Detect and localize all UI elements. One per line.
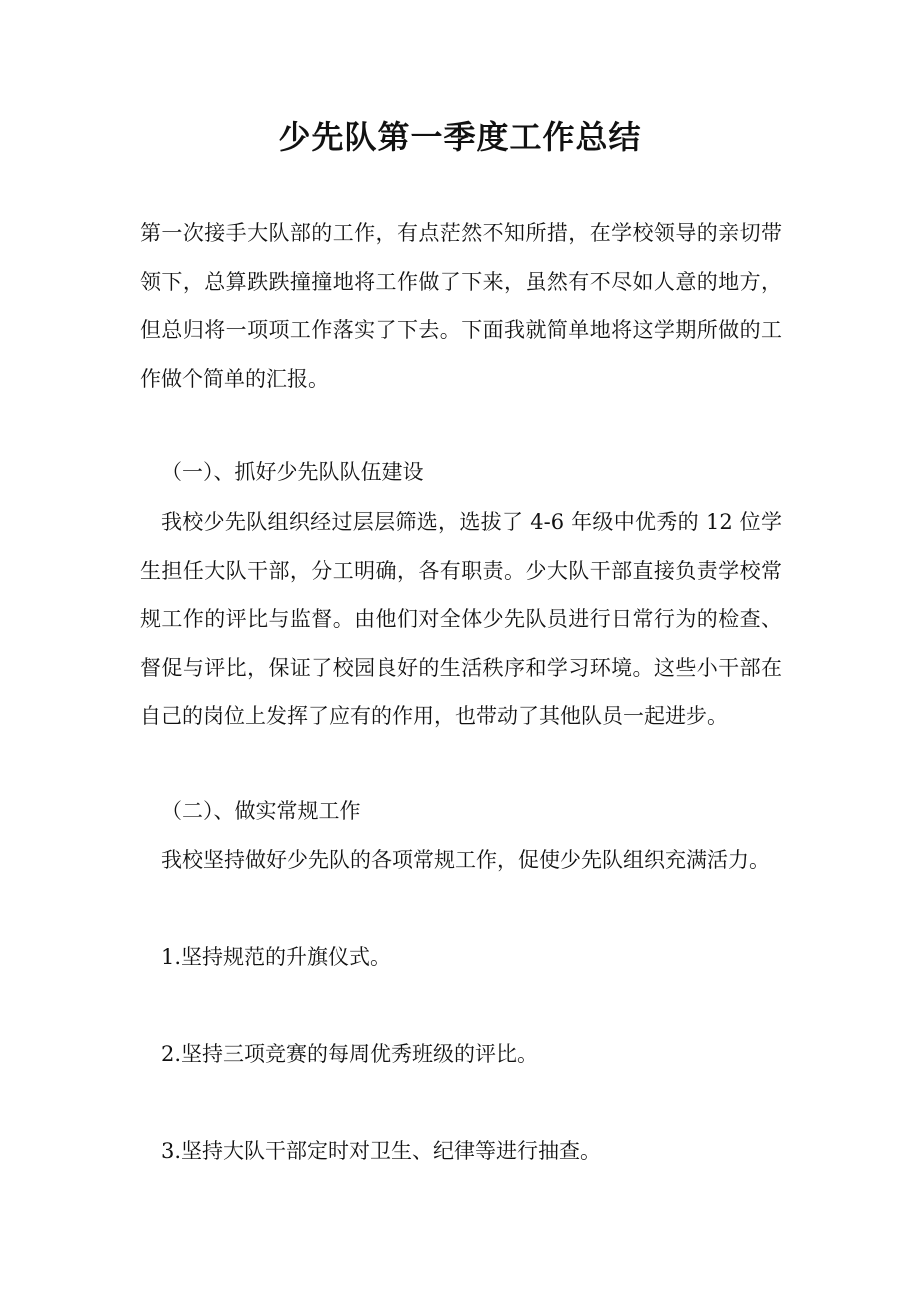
- list-item: 2.坚持三项竞赛的每周优秀班级的评比。: [161, 1042, 539, 1066]
- intro-paragraph: 第一次接手大队部的工作，有点茫然不知所措，在学校领导的亲切带领下，总算跌跌撞撞地将工作做了下来，虽然有不尽如人意的地方，但总归将一项项工作落实了下去。下面我就简单地将这学期所做的工作做个简单的汇报。: [140, 221, 782, 391]
- section2-paragraph: 我校坚持做好少先队的各项常规工作，促使少先队组织充满活力。: [161, 848, 770, 872]
- document-title: 少先队第一季度工作总结: [278, 118, 642, 156]
- section1-paragraph: 我校少先队组织经过层层筛选，选拔了 4-6 年级中优秀的 12 位学生担任大队干部，分工明确，各有职责。少大队干部直接负责学校常规工作的评比与监督。由他们对全体少先队员进行日常行为的检查、督促与评比，保证了校园良好的生活秩序和学习环境。这些小干部在自己的岗位上发挥了应有的作用，也带动了其他队员一起进步。: [140, 510, 782, 728]
- list-item: 3.坚持大队干部定时对卫生、纪律等进行抽查。: [161, 1139, 602, 1163]
- list-item: 1.坚持规范的升旗仪式。: [161, 945, 392, 969]
- section2-heading: （二）、做实常规工作: [161, 799, 361, 823]
- section1-heading: （一）、抓好少先队队伍建设: [161, 460, 424, 484]
